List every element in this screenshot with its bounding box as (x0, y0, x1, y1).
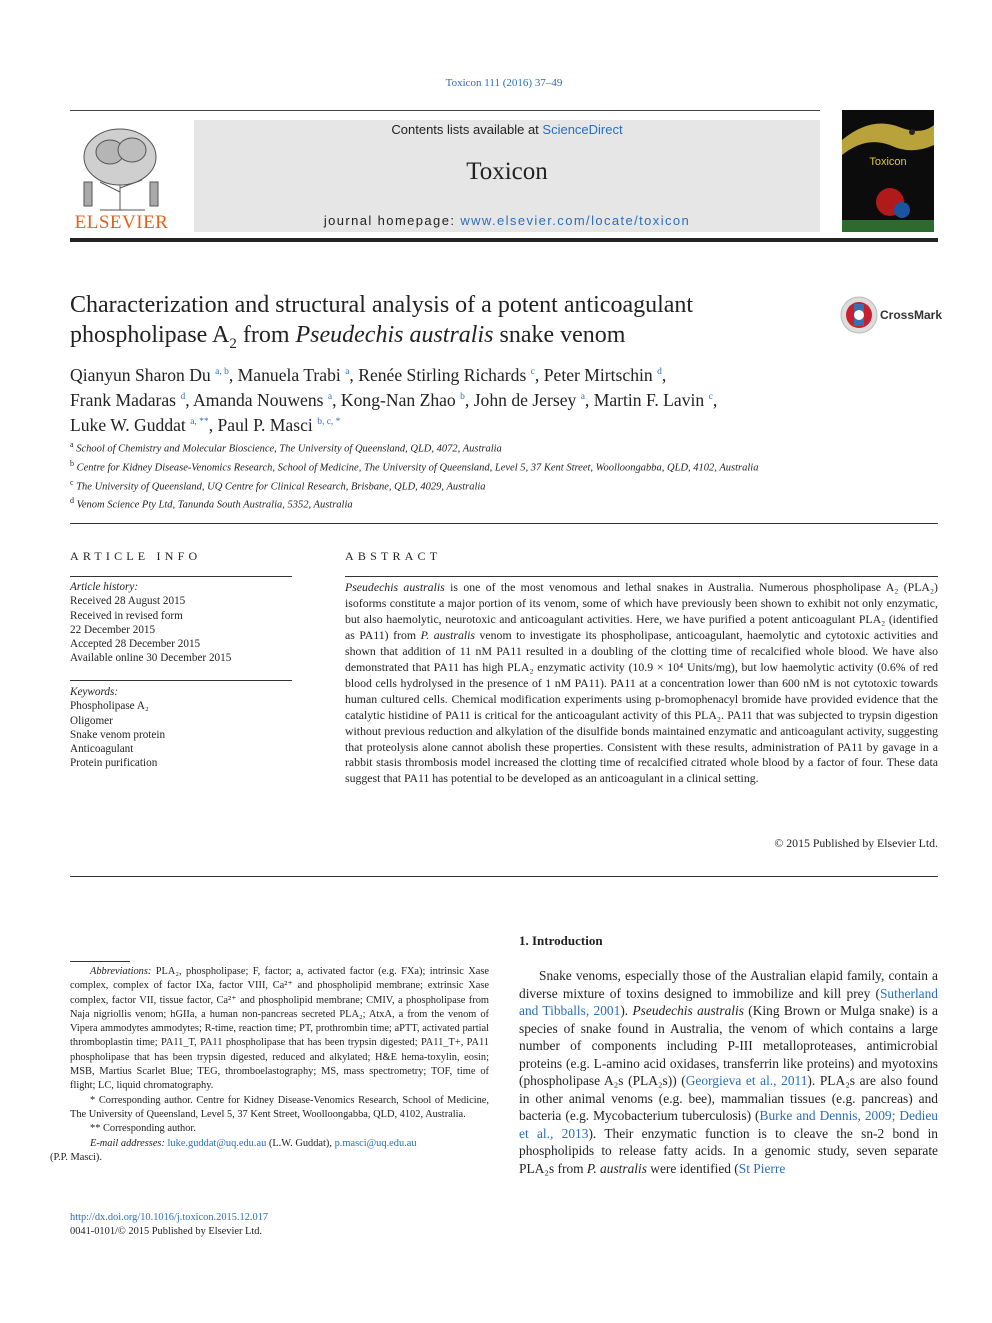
author-name[interactable]: Martin F. Lavin (593, 389, 705, 410)
title-line-1: Characterization and structural analysis of a potent anticoagulant (70, 292, 694, 318)
keywords (70, 685, 300, 771)
history-item: 22 December 2015 (70, 623, 156, 636)
article-info-heading: ARTICLE INFO (70, 549, 202, 563)
author-affiliation-marker[interactable]: c (708, 391, 713, 402)
affiliation-letter: a (70, 440, 74, 449)
header-thick-rule (70, 238, 938, 242)
keywords-rule (70, 680, 292, 681)
ref-st-pierre[interactable]: St Pierre (738, 1160, 786, 1176)
author-separator: , (584, 389, 594, 410)
keyword: Phospholipase A₂ (70, 700, 149, 713)
email-footnote (50, 1137, 489, 1166)
intro-species-short: P. australis (586, 1160, 647, 1176)
author-affiliation-marker[interactable]: b, c, * (317, 416, 341, 427)
author-affiliation-marker[interactable]: a (345, 367, 350, 377)
author-separator: , (332, 389, 341, 410)
author-separator: , (349, 364, 359, 385)
affiliation-text: Centre for Kidney Disease-Venomics Research, School of Medicine, The University of Queensland, Level 5, 37 Kent Street, Woolloongabba, QLD, 4102, Australia (76, 462, 759, 474)
keywords-label: Keywords: (70, 686, 119, 698)
affiliation-item (70, 457, 830, 476)
abstract-text (345, 580, 938, 787)
email-label: E-mail addresses: (90, 1137, 165, 1149)
author-affiliation-marker[interactable]: d (180, 391, 186, 402)
intro-species: Pseudechis australis (632, 1003, 744, 1018)
author-name[interactable]: John de Jersey (473, 389, 577, 410)
doi-link[interactable]: http://dx.doi.org/10.1016/j.toxicon.2015.12.017 (70, 1212, 269, 1223)
author-separator: , (464, 389, 474, 410)
author-name[interactable]: Paul P. Masci (217, 414, 313, 435)
history-item: Available online 30 December 2015 (70, 652, 232, 665)
homepage-label: journal homepage: (323, 213, 461, 228)
history-item: Received in revised form (70, 609, 183, 622)
homepage-line (194, 213, 820, 228)
homepage-link[interactable]: www.elsevier.com/locate/toxicon (460, 213, 691, 228)
title-subscript: 2 (229, 335, 237, 352)
footnotes (50, 965, 489, 1165)
abstract-species: Pseudechis australis (345, 580, 445, 594)
history-label: Article history: (70, 581, 139, 593)
contents-prefix: Contents lists available at (391, 122, 543, 137)
author-name[interactable]: Renée Stirling Richards (358, 364, 527, 385)
affiliation-item (70, 494, 830, 513)
corresponding-author-2: ** Corresponding author. (90, 1123, 196, 1135)
author-affiliation-marker[interactable]: a, ** (190, 416, 209, 427)
intro-part-3: (King Brown or Mulga snake) is a species of snake found in Australia, the venom of which contains a large number of components including P-III metalloproteases, antimicrobial proteins (e.g. L-amino acid oxidases, transferrin like proteins) and myotoxins (phospholipase A₂s (PLA₂s)) ( (519, 1003, 938, 1088)
affiliation-text: Venom Science Pty Ltd, Tanunda South Australia, 5352, Australia (76, 499, 353, 511)
author-separator: , (534, 364, 544, 385)
email-1-owner: (L.W. Guddat), (266, 1137, 335, 1149)
author-name[interactable]: Qianyun Sharon Du (70, 364, 211, 385)
crossmark-icon (840, 296, 880, 336)
affiliation-item (70, 438, 830, 457)
email-2-owner: (P.P. Masci). (50, 1151, 102, 1163)
author-name[interactable]: Amanda Nouwens (193, 389, 324, 410)
history-item: Accepted 28 December 2015 (70, 638, 201, 651)
affiliation-text: The University of Queensland, UQ Centre for Clinical Research, Brisbane, QLD, 4029, Australia (76, 481, 486, 493)
contents-line (194, 122, 820, 137)
ref-burke-dedieu[interactable]: Burke and Dennis, 2009; Dedieu et al., 2013 (519, 1108, 938, 1141)
keyword: Anticoagulant (70, 743, 134, 756)
article-info-rule (70, 576, 292, 577)
author-affiliation-marker[interactable]: a, b (215, 367, 229, 377)
author-affiliation-marker[interactable]: a (327, 391, 333, 402)
author-list (70, 361, 900, 436)
author-separator: , (185, 389, 194, 410)
abstract-copyright: © 2015 Published by Elsevier Ltd. (774, 836, 938, 850)
author-affiliation-marker[interactable]: b (460, 391, 465, 402)
journal-masthead (194, 120, 820, 232)
abbreviations-label: Abbreviations: (90, 966, 152, 977)
keyword: Protein purification (70, 757, 158, 770)
intro-part-2: ). (620, 1003, 633, 1018)
sciencedirect-link[interactable]: ScienceDirect (542, 122, 623, 137)
journal-name: Toxicon (466, 158, 548, 185)
title-line-2c: snake venom (493, 322, 626, 348)
abstract-bottom-rule (70, 876, 938, 877)
introduction-heading: 1. Introduction (519, 933, 603, 948)
cover-title: Toxicon (869, 156, 907, 168)
title-species: Pseudechis australis (295, 322, 494, 348)
article-history (70, 580, 300, 666)
crossmark-label[interactable]: CrossMark (880, 308, 943, 322)
ref-georgieva[interactable]: Georgieva et al., 2011 (685, 1073, 808, 1088)
author-name[interactable]: Peter Mirtschin (543, 364, 653, 385)
ref-sutherland[interactable]: Sutherland and Tibballs, 2001 (519, 985, 938, 1018)
affiliation-list (70, 438, 830, 513)
article-title (70, 290, 810, 359)
title-line-2a: phospholipase A (70, 322, 230, 348)
affiliation-letter: c (70, 477, 74, 487)
author-affiliation-marker[interactable]: a (580, 391, 585, 402)
author-separator: , (228, 364, 238, 385)
author-name[interactable]: Frank Madaras (70, 389, 177, 410)
author-affiliation-marker[interactable]: c (530, 367, 535, 377)
introduction-text (519, 967, 938, 1177)
author-name[interactable]: Luke W. Guddat (70, 414, 186, 435)
email-link-masci[interactable]: p.masci@uq.edu.au (334, 1137, 417, 1149)
author-separator: , (712, 389, 718, 410)
corresponding-author-1: * Corresponding author. Centre for Kidney Disease-Venomics Research, School of Medicine, The University of Queensland, Level 5, 37 Kent Street, Woolloongabba, QLD, 4102, Australia. (70, 1094, 489, 1120)
affiliation-letter: d (70, 496, 74, 506)
abstract-heading: ABSTRACT (345, 549, 442, 563)
intro-part-1: Snake venoms, especially those of the Australian elapid family, contain a diverse mixture of toxins designed to immobilize and kill prey ( (519, 968, 938, 1001)
intro-part-5: ). Their enzymatic function is to cleave the sn-2 bond in phospholipids to release fatty acids. In a genomic study, seven separate PLA₂s from (519, 1125, 939, 1176)
header-rule (70, 110, 820, 111)
journal-citation[interactable]: Toxicon 111 (2016) 37–49 (445, 77, 563, 89)
abbreviations-footnote (70, 965, 489, 1094)
affiliation-item (70, 476, 830, 495)
keyword: Oligomer (70, 714, 113, 727)
keyword: Snake venom protein (70, 728, 166, 741)
elsevier-wordmark: ELSEVIER (74, 212, 169, 233)
email-link-guddat[interactable]: luke.guddat@uq.edu.au (167, 1137, 267, 1149)
author-separator: , (208, 414, 218, 435)
affiliation-text: School of Chemistry and Molecular Bioscience, The University of Queensland, QLD, 4072, Australia (76, 443, 502, 455)
journal-cover-image (842, 110, 934, 232)
abstract-part-1: is one of the most venomous and lethal snakes in Australia. Numerous phospholipase A₂ (PLA₂) isoforms constitute a major portion of its venom, some of which have previously been shown to exhibit not only enzymatic, but also haemolytic, neurotoxic and anticoagulant activities. Here, we have purified a potent anticoagulant PLA₂ (identified as PA11) from (345, 580, 938, 642)
author-affiliation-marker[interactable]: d (657, 367, 662, 377)
abstract-part-2: venom to investigate its phospholipase, anticoagulant, haemolytic and cytotoxic activities and shown that addition of 11 nM PA11 resulted in a doubling of the clotting time of recalcified whole blood. We have also demonstrated that PA11 has high PLA₂ enzymatic activity (10.9 × 10⁴ Units/mg), but low haemolytic activity (0.6% of red blood cells hydrolysed in the presence of 1 nM PA11). PA11 at a concentration lower than 600 nM is not cytotoxic towards human cultured cells. Chemical modification experiments using p-bromophenacyl bromide have provided evidence that the catalytic histidine of PA11 is critical for the anticoagulant activity of this PLA₂. PA11 that was subjected to trypsin digestion without previous reduction and alkylation of the disulfide bonds maintained enzymatic and anticoagulant activity, suggesting that proteolysis alone cannot abolish these properties. Consistent with these results, administration of PA11 by gavage in a rabbit stasis thrombosis model increased the clotting time of recalcified citrated whole blood by a factor of four. These data suggest that PA11 has potential to be developed as an anticoagulant in a clinical setting. (345, 627, 939, 786)
affiliation-rule (70, 523, 938, 524)
doi-block (70, 1211, 268, 1240)
author-name[interactable]: Kong-Nan Zhao (340, 389, 456, 410)
intro-part-6: were identified ( (646, 1160, 739, 1176)
abstract-rule (345, 576, 938, 577)
title-line-2b: from (236, 322, 296, 348)
abstract-species-short: P. australis (420, 627, 476, 642)
abbreviations-text: PLA₂, phospholipase; F, factor; a, activated factor (e.g. FXa); intrinsic Xase complex, complex of factor IXa, factor VIII, Ca²⁺ and phospholipid membrane; extrinsic Xase complex, factor VII, tissue factor, Ca²⁺ and phospholipid membrane; CMIV, a phospholipase from Naja nigriollis venom; hGIIa, a human non-pancreas secreted PLA₂; AtxA, a from the venom of Vipera ammodytes ammodytes; R-time, reaction time; PT, prothrombin time; aPTT, activated partial thromboplastin time; PA11_T, PA11 phospholipase that has been trypsin digested; PA11_T+, PA11 phospholipase that has been trypsin digested, reduced and alkylated; H&E hema-toxylin, eosin; MSB, Martius Scarlet Blue; TEG, thromboelastography; MS, mass spectrometry; TOF, time of flight; LC, liquid chromatography. (70, 966, 489, 1092)
footnote-rule (70, 961, 130, 962)
intro-part-4: ). PLA₂s are also found in other animal venoms (e.g. bee), mammalian tissues (e.g. pancreas) and bacteria (e.g. Mycobacterium tuberculosis) ( (519, 1073, 939, 1123)
author-name[interactable]: Manuela Trabi (237, 364, 341, 385)
issn-line: 0041-0101/© 2015 Published by Elsevier Ltd. (70, 1226, 263, 1238)
affiliation-letter: b (70, 458, 74, 468)
author-separator: , (661, 364, 667, 385)
history-item: Received 28 August 2015 (70, 595, 186, 608)
